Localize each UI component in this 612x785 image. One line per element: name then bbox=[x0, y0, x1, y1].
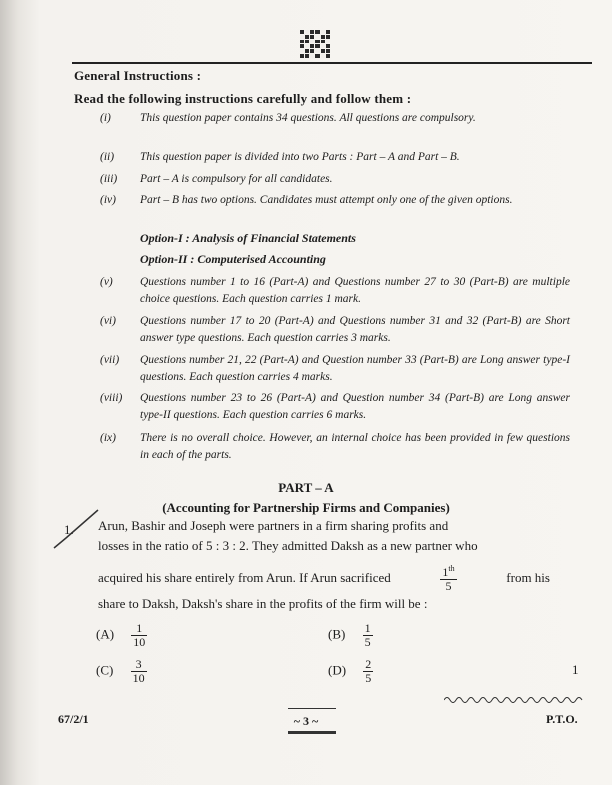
question-1-text: from his bbox=[506, 569, 550, 585]
instruction-item bbox=[100, 430, 570, 464]
fraction bbox=[131, 622, 147, 649]
choice-d[interactable] bbox=[328, 658, 373, 685]
page-number-rule bbox=[288, 731, 336, 734]
paper-code: 67/2/1 bbox=[58, 712, 89, 726]
fraction-denominator: 5 bbox=[445, 579, 452, 593]
fraction-denominator: 10 bbox=[133, 635, 146, 649]
instruction-number: (ix) bbox=[100, 432, 116, 444]
pto-label: P.T.O. bbox=[546, 712, 578, 726]
instruction-number: (iv) bbox=[100, 194, 116, 206]
option-1-label: Option-I : Analysis of Financial Statements bbox=[140, 231, 356, 245]
choice-a[interactable] bbox=[96, 622, 147, 649]
fraction-numerator: 1th bbox=[442, 564, 455, 579]
part-title: PART – A bbox=[278, 480, 334, 495]
fraction-numerator: 1 bbox=[131, 622, 147, 636]
question-1-line: losses in the ratio of 5 : 3 : 2. They admitted Daksh as a new partner who bbox=[98, 538, 478, 553]
choice-c[interactable] bbox=[96, 658, 147, 685]
instruction-item bbox=[100, 390, 570, 424]
wavy-line-icon bbox=[444, 694, 584, 706]
choice-label: (D) bbox=[328, 662, 347, 678]
instruction-text: Questions number 17 to 20 (Part-A) and Questions number 31 and 32 (Part-B) are Short answer type questions. Each question carries 3 marks. bbox=[140, 315, 570, 344]
instruction-text: Questions number 1 to 16 (Part-A) and Questions number 27 to 30 (Part-B) are multiple choice questions. Each question carries 1 mark. bbox=[140, 276, 570, 305]
instruction-text: Part – A is compulsory for all candidates. bbox=[140, 173, 333, 185]
instruction-text: Questions number 21, 22 (Part-A) and Question number 33 (Part-B) are Long answer type-I questions. Each question carries 4 marks. bbox=[140, 354, 570, 383]
instruction-item bbox=[100, 110, 570, 127]
fraction bbox=[131, 658, 147, 685]
question-marks: 1 bbox=[572, 662, 579, 677]
fraction bbox=[440, 562, 456, 593]
instruction-text: Questions number 23 to 26 (Part-A) and Question number 34 (Part-B) are Long answer type-II questions. Each question carries 6 marks. bbox=[140, 392, 570, 421]
choice-label: (A) bbox=[96, 626, 115, 642]
option-2-label: Option-II : Computerised Accounting bbox=[140, 252, 326, 266]
instruction-number: (i) bbox=[100, 112, 111, 124]
instruction-number: (v) bbox=[100, 276, 113, 288]
page-number-rule bbox=[288, 708, 336, 709]
instruction-item bbox=[100, 171, 570, 188]
fraction-denominator: 10 bbox=[132, 671, 145, 685]
question-1-line bbox=[98, 562, 550, 593]
fraction-numerator: 1 bbox=[364, 621, 371, 635]
instruction-item bbox=[100, 313, 570, 347]
page-number: ~ 3 ~ bbox=[293, 714, 319, 728]
instruction-number: (ii) bbox=[100, 151, 115, 163]
instruction-number: (iii) bbox=[100, 173, 118, 185]
tick-mark-icon bbox=[52, 508, 100, 552]
instruction-text: Part – B has two options. Candidates must attempt only one of the given options. bbox=[140, 194, 513, 206]
qr-code-icon bbox=[300, 30, 330, 58]
fraction bbox=[363, 622, 373, 649]
fraction-denominator: 5 bbox=[365, 671, 372, 685]
instruction-item bbox=[100, 274, 570, 308]
instruction-number: (vii) bbox=[100, 354, 120, 366]
instruction-item bbox=[100, 352, 570, 386]
instruction-number: (viii) bbox=[100, 392, 123, 404]
instructions-title: General Instructions : bbox=[74, 68, 202, 83]
instruction-item bbox=[100, 192, 570, 209]
choice-label: (B) bbox=[328, 626, 346, 642]
instruction-item bbox=[100, 149, 570, 166]
instructions-intro: Read the following instructions carefully and follow them : bbox=[74, 91, 412, 106]
choice-b[interactable] bbox=[328, 622, 373, 649]
instruction-number: (vi) bbox=[100, 315, 116, 327]
question-1-line: share to Daksh, Daksh's share in the profits of the firm will be : bbox=[98, 596, 428, 611]
fraction-numerator: 2 bbox=[365, 657, 372, 671]
fraction bbox=[363, 658, 373, 685]
question-number: 1. bbox=[64, 522, 74, 537]
instruction-text: This question paper contains 34 questions. All questions are compulsory. bbox=[140, 112, 476, 124]
choice-label: (C) bbox=[96, 662, 114, 678]
instruction-text: There is no overall choice. However, an internal choice has been provided in few questions in each of the parts. bbox=[140, 432, 570, 461]
header-rule bbox=[72, 62, 592, 64]
question-1-line: Arun, Bashir and Joseph were partners in a firm sharing profits and bbox=[98, 518, 449, 533]
question-1-text: acquired his share entirely from Arun. If Arun sacrificed bbox=[98, 569, 391, 585]
fraction-denominator: 5 bbox=[364, 635, 371, 649]
instruction-text: This question paper is divided into two Parts : Part – A and Part – B. bbox=[140, 151, 460, 163]
part-subtitle: (Accounting for Partnership Firms and Companies) bbox=[162, 500, 450, 515]
fraction-numerator: 3 bbox=[131, 658, 147, 672]
